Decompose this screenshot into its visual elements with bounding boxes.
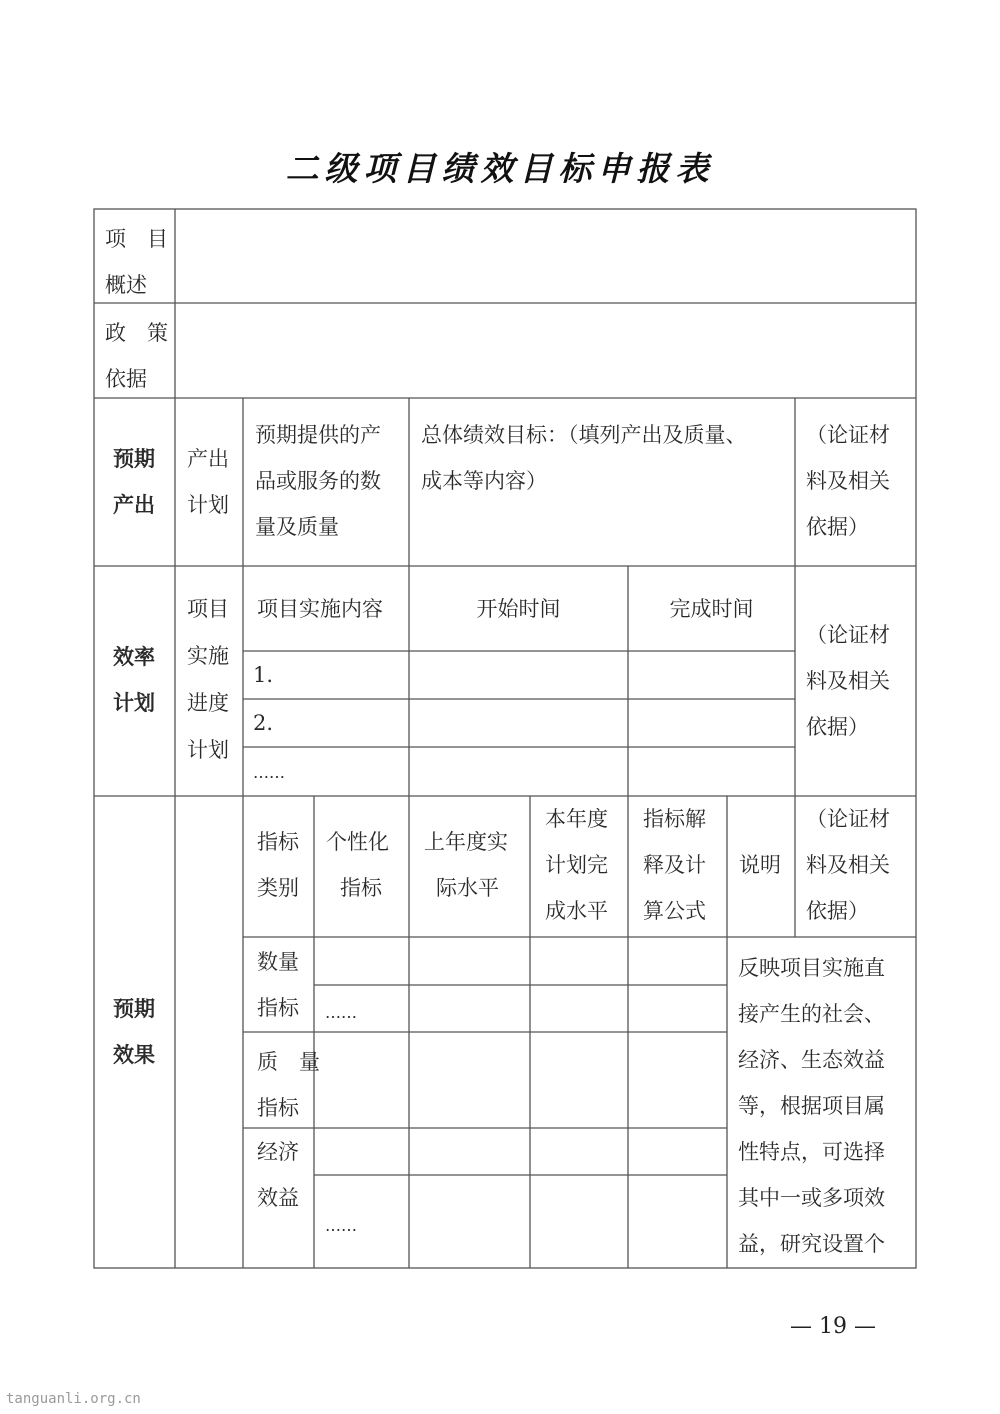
- efficiency-item-1: 1.: [253, 663, 274, 687]
- output-label-line2: 产出: [113, 492, 155, 517]
- overview-input-area[interactable]: [176, 210, 915, 302]
- efficiency-col-end: 完成时间: [669, 597, 754, 621]
- efficiency-item-ellipsis: ……: [253, 763, 285, 782]
- efficiency-basis-line2: 料及相关: [806, 669, 890, 693]
- efficiency-basis-line1: （论证材: [806, 623, 890, 647]
- page-number: — 19 —: [790, 1314, 876, 1339]
- page-title: 二级项目绩效目标申报表: [285, 149, 715, 188]
- effect-header-formula-line3: 算公式: [643, 899, 706, 923]
- effect-note-line2: 接产生的社会、: [738, 1002, 885, 1026]
- policy-input-area[interactable]: [176, 304, 915, 397]
- output-goal-line1[interactable]: 总体绩效目标：（填列产出及质量、: [421, 423, 747, 447]
- effect-header-lastyear-line1: 上年度实: [424, 830, 508, 854]
- effect-cat-quality-line1: 质 量: [257, 1050, 320, 1074]
- effect-header-personal-line1: 个性化: [326, 830, 389, 854]
- output-desc-line3: 量及质量: [255, 515, 339, 539]
- effect-cat-economic-line2: 效益: [257, 1186, 299, 1210]
- overview-label-line1: 项 目: [105, 227, 168, 251]
- efficiency-sub-line4: 计划: [187, 738, 229, 762]
- output-basis-line2: 料及相关: [806, 469, 890, 493]
- policy-label-line1: 政 策: [105, 321, 168, 345]
- effect-header-thisyear-line1: 本年度: [545, 807, 608, 831]
- effect-cat-economic-line1: 经济: [257, 1140, 299, 1164]
- efficiency-basis-line3: 依据）: [806, 715, 869, 739]
- efficiency-sub-line2: 实施: [187, 644, 229, 668]
- effect-label-line1: 预期: [113, 996, 155, 1021]
- effect-economic-ellipsis: ……: [325, 1216, 357, 1235]
- effect-header-thisyear-line2: 计划完: [545, 853, 608, 877]
- effect-header-category-line2: 类别: [257, 876, 299, 900]
- effect-label-line2: 效果: [113, 1042, 155, 1067]
- efficiency-sub-line1: 项目: [187, 597, 229, 621]
- overview-label-line2: 概述: [105, 273, 147, 297]
- efficiency-item-2: 2.: [253, 711, 274, 735]
- effect-cat-quantity-line2: 指标: [257, 996, 299, 1020]
- efficiency-label-line1: 效率: [113, 644, 155, 669]
- effect-quantity-ellipsis: ……: [325, 1003, 357, 1022]
- efficiency-label-line2: 计划: [113, 690, 155, 715]
- effect-note-line6: 其中一或多项效: [738, 1186, 885, 1210]
- effect-header-note: 说明: [739, 853, 781, 877]
- effect-header-formula-line2: 释及计: [643, 853, 706, 877]
- effect-header-thisyear-line3: 成水平: [545, 899, 608, 923]
- effect-header-basis-line2: 料及相关: [806, 853, 890, 877]
- effect-header-basis-line1: （论证材: [806, 807, 890, 831]
- output-basis-line1: （论证材: [806, 423, 890, 447]
- effect-note-line7: 益，研究设置个: [738, 1232, 885, 1256]
- efficiency-col-content: 项目实施内容: [257, 597, 383, 621]
- effect-header-personal-line2: 指标: [340, 876, 382, 900]
- effect-header-category-line1: 指标: [257, 830, 299, 854]
- effect-note-line4: 等，根据项目属: [738, 1094, 885, 1118]
- effect-header-formula-line1: 指标解: [643, 807, 706, 831]
- effect-header-lastyear-line2: 际水平: [436, 876, 499, 900]
- output-sub-line2: 计划: [187, 493, 229, 517]
- output-basis-line3: 依据）: [806, 515, 869, 539]
- effect-cat-quantity-line1: 数量: [257, 950, 299, 974]
- efficiency-sub-line3: 进度: [187, 691, 229, 715]
- efficiency-col-start: 开始时间: [476, 597, 561, 621]
- output-goal-line2[interactable]: 成本等内容）: [421, 469, 547, 493]
- output-sub-line1: 产出: [187, 447, 229, 471]
- effect-cat-quality-line2: 指标: [257, 1096, 299, 1120]
- output-desc-line2: 品或服务的数: [255, 469, 381, 493]
- output-label-line1: 预期: [113, 446, 155, 471]
- effect-note-line5: 性特点，可选择: [738, 1140, 885, 1164]
- effect-header-basis-line3: 依据）: [806, 899, 869, 923]
- output-desc-line1: 预期提供的产: [255, 423, 381, 447]
- watermark: tanguanli.org.cn: [6, 1391, 141, 1407]
- effect-note-line1: 反映项目实施直: [738, 956, 885, 980]
- policy-label-line2: 依据: [105, 367, 147, 391]
- effect-note-line3: 经济、生态效益: [738, 1048, 885, 1072]
